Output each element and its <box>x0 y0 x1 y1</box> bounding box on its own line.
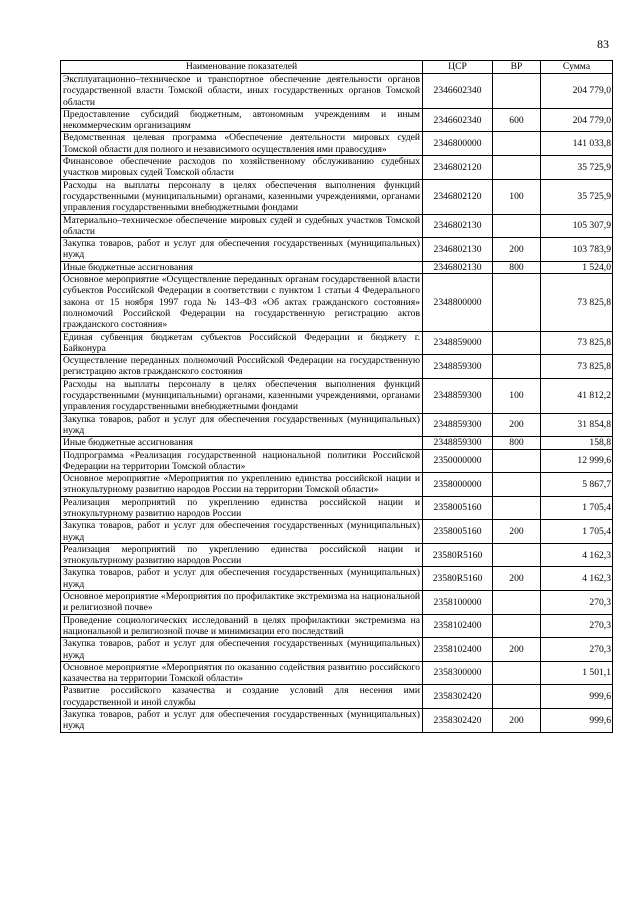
table-row <box>61 413 613 437</box>
row-name-cell: Предоставление субсидий бюджетным, автономным учреждениям и иным некоммерческим организациям <box>61 108 423 132</box>
table-row <box>61 449 613 473</box>
row-csr-cell: 2348800000 <box>423 274 493 331</box>
row-csr-cell: 2346802130 <box>423 261 493 273</box>
row-csr-cell: 2348859300 <box>423 413 493 437</box>
row-sum-cell: 73 825,8 <box>541 331 613 355</box>
row-name-cell: Расходы на выплаты персоналу в целях обеспечения выполнения функций государственными (муниципальными) органами, казенными учреждениями, органами управления государственными внебюджетными фондами <box>61 179 423 214</box>
row-name-cell: Эксплуатационно–техническое и транспортное обеспечение деятельности органов государственной власти Томской области, иных государственных органов Томской области <box>61 74 423 109</box>
header-sum: Сумма <box>541 61 613 74</box>
row-name-cell: Основное мероприятие «Мероприятия по оказанию содействия развитию российского казачества на территории Томской области» <box>61 661 423 685</box>
row-sum-cell: 1 501,1 <box>541 661 613 685</box>
table-row <box>61 473 613 497</box>
table-row <box>61 638 613 662</box>
row-csr-cell: 23580R5160 <box>423 567 493 591</box>
row-vr-cell <box>493 473 541 497</box>
row-sum-cell: 35 725,9 <box>541 179 613 214</box>
row-name-cell: Единая субвенция бюджетам субъектов Российской Федерации и бюджету г. Байконура <box>61 331 423 355</box>
row-vr-cell: 200 <box>493 238 541 262</box>
row-name-cell: Реализация мероприятий по укреплению единства российской нации и этнокультурному развитию народов России <box>61 496 423 520</box>
row-name-cell: Расходы на выплаты персоналу в целях обеспечения выполнения функций государственными (муниципальными) органами, казенными учреждениями, органами управления государственными внебюджетными фондами <box>61 378 423 413</box>
table-row <box>61 179 613 214</box>
row-vr-cell <box>493 74 541 109</box>
header-name: Наименование показателей <box>61 61 423 74</box>
row-name-cell: Финансовое обеспечение расходов по хозяйственному обслуживанию судебных участков мировых судей Томской области <box>61 156 423 180</box>
row-sum-cell: 270,3 <box>541 638 613 662</box>
row-sum-cell: 204 779,0 <box>541 108 613 132</box>
row-sum-cell: 105 307,9 <box>541 214 613 238</box>
row-sum-cell: 1 524,0 <box>541 261 613 273</box>
row-name-cell: Ведомственная целевая программа «Обеспечение деятельности мировых судей Томской области для полного и независимого осуществления ими правосудия» <box>61 132 423 156</box>
table-row <box>61 496 613 520</box>
row-name-cell: Основное мероприятие «Мероприятия по профилактике экстремизма на национальной и религиозной почве» <box>61 591 423 615</box>
table-row <box>61 378 613 413</box>
row-sum-cell: 141 033,8 <box>541 132 613 156</box>
table-header-row <box>61 61 613 74</box>
row-vr-cell <box>493 685 541 709</box>
table-row <box>61 108 613 132</box>
row-sum-cell: 73 825,8 <box>541 274 613 331</box>
row-csr-cell: 2346602340 <box>423 108 493 132</box>
row-csr-cell: 2358102400 <box>423 638 493 662</box>
row-csr-cell: 23580R5160 <box>423 543 493 567</box>
row-sum-cell: 1 705,4 <box>541 520 613 544</box>
table-row <box>61 238 613 262</box>
row-csr-cell: 2346802130 <box>423 214 493 238</box>
row-name-cell: Закупка товаров, работ и услуг для обеспечения государственных (муниципальных) нужд <box>61 238 423 262</box>
row-vr-cell: 100 <box>493 179 541 214</box>
row-csr-cell: 2346802130 <box>423 238 493 262</box>
row-sum-cell: 5 867,7 <box>541 473 613 497</box>
row-sum-cell: 204 779,0 <box>541 74 613 109</box>
row-sum-cell: 31 854,8 <box>541 413 613 437</box>
row-sum-cell: 158,8 <box>541 437 613 449</box>
row-vr-cell: 200 <box>493 413 541 437</box>
row-csr-cell: 2358005160 <box>423 496 493 520</box>
header-vr: ВР <box>493 61 541 74</box>
row-vr-cell <box>493 214 541 238</box>
row-sum-cell: 73 825,8 <box>541 355 613 379</box>
table-row <box>61 74 613 109</box>
table-row <box>61 355 613 379</box>
row-vr-cell: 200 <box>493 638 541 662</box>
row-name-cell: Реализация мероприятий по укреплению единства российской нации и этнокультурному развитию народов России <box>61 543 423 567</box>
row-sum-cell: 41 812,2 <box>541 378 613 413</box>
row-csr-cell: 2346802120 <box>423 156 493 180</box>
table-row <box>61 156 613 180</box>
row-vr-cell: 200 <box>493 709 541 733</box>
table-row <box>61 132 613 156</box>
budget-table <box>60 60 613 733</box>
row-sum-cell: 12 999,6 <box>541 449 613 473</box>
header-csr: ЦСР <box>423 61 493 74</box>
row-name-cell: Проведение социологических исследований в целях профилактики экстремизма на национальной и религиозной почве и минимизации его последствий <box>61 614 423 638</box>
row-vr-cell <box>493 156 541 180</box>
row-csr-cell: 2358302420 <box>423 709 493 733</box>
table-row <box>61 685 613 709</box>
row-sum-cell: 270,3 <box>541 591 613 615</box>
row-vr-cell <box>493 543 541 567</box>
row-csr-cell: 2348859300 <box>423 378 493 413</box>
row-name-cell: Закупка товаров, работ и услуг для обеспечения государственных (муниципальных) нужд <box>61 709 423 733</box>
row-name-cell: Закупка товаров, работ и услуг для обеспечения государственных (муниципальных) нужд <box>61 567 423 591</box>
row-vr-cell: 800 <box>493 437 541 449</box>
row-sum-cell: 999,6 <box>541 685 613 709</box>
table-row <box>61 261 613 273</box>
row-vr-cell <box>493 496 541 520</box>
row-vr-cell <box>493 614 541 638</box>
row-sum-cell: 103 783,9 <box>541 238 613 262</box>
row-name-cell: Подпрограмма «Реализация государственной национальной политики Российской Федерации на территории Томской области» <box>61 449 423 473</box>
row-sum-cell: 35 725,9 <box>541 156 613 180</box>
row-csr-cell: 2358302420 <box>423 685 493 709</box>
table-row <box>61 274 613 331</box>
table-row <box>61 331 613 355</box>
row-name-cell: Закупка товаров, работ и услуг для обеспечения государственных (муниципальных) нужд <box>61 413 423 437</box>
row-csr-cell: 2346800000 <box>423 132 493 156</box>
row-name-cell: Материально–техническое обеспечение мировых судей и судебных участков Томской области <box>61 214 423 238</box>
row-vr-cell: 200 <box>493 567 541 591</box>
row-csr-cell: 2358300000 <box>423 661 493 685</box>
row-name-cell: Иные бюджетные ассигнования <box>61 437 423 449</box>
row-name-cell: Закупка товаров, работ и услуг для обеспечения государственных (муниципальных) нужд <box>61 638 423 662</box>
table-row <box>61 709 613 733</box>
page-number: 83 <box>597 37 609 51</box>
row-vr-cell: 800 <box>493 261 541 273</box>
table-row <box>61 520 613 544</box>
row-csr-cell: 2350000000 <box>423 449 493 473</box>
row-vr-cell <box>493 591 541 615</box>
table-body <box>61 74 613 733</box>
table-row <box>61 591 613 615</box>
row-sum-cell: 4 162,3 <box>541 567 613 591</box>
row-csr-cell: 2346802120 <box>423 179 493 214</box>
row-name-cell: Закупка товаров, работ и услуг для обеспечения государственных (муниципальных) нужд <box>61 520 423 544</box>
row-sum-cell: 4 162,3 <box>541 543 613 567</box>
table-row <box>61 661 613 685</box>
row-csr-cell: 2358000000 <box>423 473 493 497</box>
row-vr-cell <box>493 274 541 331</box>
row-csr-cell: 2358102400 <box>423 614 493 638</box>
row-sum-cell: 999,6 <box>541 709 613 733</box>
row-vr-cell <box>493 449 541 473</box>
row-vr-cell: 600 <box>493 108 541 132</box>
row-csr-cell: 2348859000 <box>423 331 493 355</box>
row-vr-cell: 200 <box>493 520 541 544</box>
table-row <box>61 567 613 591</box>
table-row <box>61 214 613 238</box>
row-vr-cell <box>493 331 541 355</box>
row-csr-cell: 2358100000 <box>423 591 493 615</box>
row-csr-cell: 2358005160 <box>423 520 493 544</box>
table-row <box>61 543 613 567</box>
row-name-cell: Основное мероприятие «Мероприятия по укреплению единства российской нации и этнокультурному развитию народов России на территории Томской области» <box>61 473 423 497</box>
row-csr-cell: 2348859300 <box>423 355 493 379</box>
row-name-cell: Иные бюджетные ассигнования <box>61 261 423 273</box>
row-name-cell: Развитие российского казачества и создание условий для несения ими государственной и иной службы <box>61 685 423 709</box>
row-name-cell: Осуществление переданных полномочий Российской Федерации на государственную регистрацию актов гражданского состояния <box>61 355 423 379</box>
row-csr-cell: 2348859300 <box>423 437 493 449</box>
row-sum-cell: 270,3 <box>541 614 613 638</box>
row-vr-cell: 100 <box>493 378 541 413</box>
row-vr-cell <box>493 661 541 685</box>
row-sum-cell: 1 705,4 <box>541 496 613 520</box>
row-csr-cell: 2346602340 <box>423 74 493 109</box>
row-name-cell: Основное мероприятие «Осуществление переданных органам государственной власти субъектов Российской Федерации в соответствии с пунктом 1 статьи 4 Федерального закона от 15 ноября 1997 года № 143–ФЗ «Об актах гражданского состояния» полномочий Российской Федерации на государственную регистрацию актов гражданского состояния» <box>61 274 423 331</box>
row-vr-cell <box>493 132 541 156</box>
table-row <box>61 437 613 449</box>
row-vr-cell <box>493 355 541 379</box>
table-row <box>61 614 613 638</box>
